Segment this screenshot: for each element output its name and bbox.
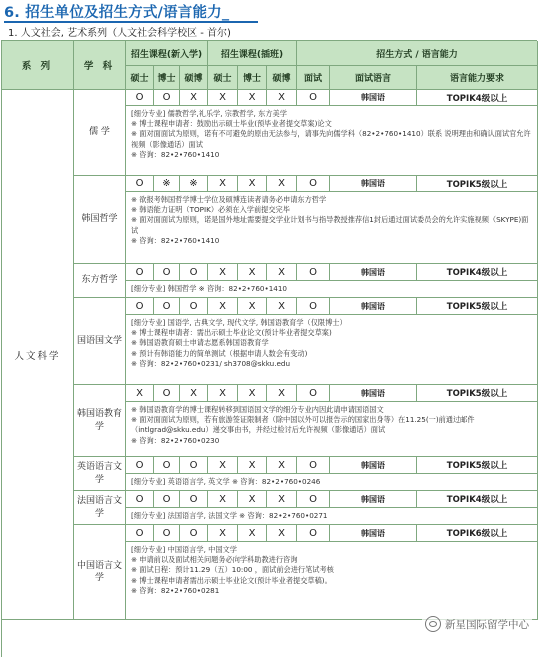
note-line: ※ 咨询：82•2•760•0281 [131,585,220,595]
language-requirement: TOPIK4级以上 [417,264,538,281]
note-line: ※ 面对面面试为原则，诺有不可避免的原由无法参与，请事先向儒学科（82•2•760•1410）联系 说明理由和确认面试官允许视频（影像通话）面试 [131,129,531,149]
header-language-requirement: 语言能力要求 [417,66,538,90]
language-requirement: TOPIK4级以上 [417,491,538,508]
availability-mark: O [126,525,154,542]
availability-mark: X [208,385,238,402]
note-line: ※ 欲报考韩国哲学博士学位及硕博连读者请务必申请东方哲学 [131,195,327,204]
note-line: ※ 预计有韩语能力的简单测试（根据申请人数会有变动) [131,348,308,358]
section-heading: 6. 招生单位及招生方式/语言能力_ [4,4,230,21]
major-name: 英语语言文学 [74,457,126,491]
note-line: [细分专业] 中国语言学, 中国文学 [131,545,237,554]
notes-cell [126,106,538,176]
availability-mark: X [208,525,238,542]
note-line: ※ 韩国语教育学的博士课程转移到国语国文学的细分专业内因此请申请国语国文 [131,405,384,414]
interview-language: 韩国语 [330,385,417,402]
availability-mark: X [208,264,238,281]
notes-cell [126,315,538,385]
availability-mark: O [297,176,330,192]
header-transfer-doctor: 博士 [238,66,267,90]
interview-language: 韩国语 [330,90,417,106]
availability-mark: X [238,491,267,508]
language-requirement: TOPIK5级以上 [417,298,538,315]
note-line: [细分专业] 儒教哲学,礼乐学, 宗教哲学, 东方美学 [131,109,287,118]
notes-cell [126,192,538,264]
availability-mark: O [126,491,154,508]
header-new-admission: 招生课程(新入学) [126,41,208,66]
note-line: ※ 韩国语教育硕士申请志愿系韩国语教育学 [131,338,269,348]
major-name: 儒 学 [74,90,126,176]
availability-mark: X [180,90,208,106]
availability-mark: X [267,525,297,542]
note-line: ※ 博士课程申请者：需出示硕士毕业论文(预计毕业者提交草案) [131,328,332,338]
availability-mark: X [267,457,297,474]
header-method-language: 招生方式 / 语言能力 [297,41,538,66]
availability-mark: O [126,457,154,474]
major-name: 国语国文学 [74,298,126,385]
availability-mark: ※ [180,176,208,192]
availability-mark: X [208,298,238,315]
availability-mark: X [208,491,238,508]
note-line: [细分专业] 英语语言学, 英文学 ※ 咨询：82•2•760•0246 [131,476,321,486]
availability-mark: O [297,385,330,402]
header-transfer-master: 硕士 [208,66,238,90]
availability-mark: X [238,264,267,281]
availability-mark: O [180,457,208,474]
language-requirement: TOPIK5级以上 [417,176,538,192]
header-interview-language: 面试语言 [330,66,417,90]
availability-mark: X [267,176,297,192]
availability-mark: X [267,90,297,106]
header-new-doctor: 博士 [154,66,180,90]
note-line: ※ 博士课程申请者需出示硕士毕业论文(预计毕业者提交草稿)。 [131,575,332,585]
watermark [422,615,532,633]
availability-mark: X [208,90,238,106]
note-line: ※ 申请前以及面试相关问题务必向学科助教进行咨询 [131,555,298,565]
notes-cell [126,281,538,298]
note-line: [细分专业] 法国语言学, 法国文学 ※ 咨询：82•2•760•0271 [131,510,328,520]
availability-mark: O [180,298,208,315]
availability-mark: O [297,525,330,542]
department-cell: 人文科学 [2,90,74,620]
note-line: ※ 咨询：82•2•760•0231/ sh3708@skku.edu [131,358,291,368]
interview-language: 韩国语 [330,457,417,474]
availability-mark: O [154,385,180,402]
availability-mark: X [267,491,297,508]
interview-language: 韩国语 [330,525,417,542]
heading-underline [4,21,258,23]
availability-mark: O [154,457,180,474]
availability-mark: O [297,298,330,315]
availability-mark: X [267,298,297,315]
major-name: 法国语言文学 [74,491,126,525]
header-major: 学 科 [74,41,126,90]
availability-mark: X [238,525,267,542]
major-name: 韩国语教育学 [74,385,126,457]
note-line: [细分专业] 韩国哲学 ※ 咨询：82•2•760•1410 [131,283,287,293]
availability-mark: X [208,176,238,192]
note-line: ※ 博士课程申请者：鼓励出示硕士毕业(预毕业者提交草案)论文 [131,119,332,129]
availability-mark: X [238,385,267,402]
major-name: 中国语言文学 [74,525,126,620]
note-line: ※ 面试日程：预计11.29（五）10:00 ，面试前会进行笔试考核 [131,565,334,575]
interview-language: 韩国语 [330,298,417,315]
interview-language: 韩国语 [330,491,417,508]
note-line: ※ 咨询：82•2•760•1410 [131,149,220,159]
notes-cell [126,474,538,491]
notes-cell [126,402,538,457]
availability-mark: O [126,264,154,281]
availability-mark: O [126,298,154,315]
availability-mark: ※ [154,176,180,192]
note-line: ※ 咨询：82•2•760•1410 [131,235,220,245]
availability-mark: X [238,90,267,106]
major-name: 韩国哲学 [74,176,126,264]
interview-language: 韩国语 [330,176,417,192]
availability-mark: X [126,385,154,402]
major-name: 东方哲学 [74,264,126,298]
availability-mark: O [154,298,180,315]
watermark-text: 新星国际留学中心 [445,618,529,631]
availability-mark: X [238,176,267,192]
language-requirement: TOPIK5级以上 [417,385,538,402]
header-new-combined: 硕博 [180,66,208,90]
language-requirement: TOPIK4级以上 [417,90,538,106]
availability-mark: X [238,298,267,315]
wechat-icon [425,616,441,632]
language-requirement: TOPIK5级以上 [417,457,538,474]
note-line: ※ 咨询：82•2•760•0230 [131,435,220,445]
availability-mark: O [154,525,180,542]
availability-mark: X [180,385,208,402]
header-transfer-combined: 硕博 [267,66,297,90]
language-requirement: TOPIK6级以上 [417,525,538,542]
availability-mark: X [267,264,297,281]
availability-mark: O [180,264,208,281]
note-line: ※ 韩语能力证明（TOPIK）必须在入学前提交完毕 [131,205,290,215]
notes-cell [126,542,538,620]
availability-mark: O [126,176,154,192]
availability-mark: X [208,457,238,474]
interview-language: 韩国语 [330,264,417,281]
availability-mark: O [154,491,180,508]
availability-mark: X [238,457,267,474]
availability-mark: X [267,385,297,402]
availability-mark: O [180,525,208,542]
availability-mark: O [126,90,154,106]
availability-mark: O [154,264,180,281]
admission-table [1,40,537,657]
availability-mark: O [297,264,330,281]
availability-mark: O [297,90,330,106]
availability-mark: O [297,491,330,508]
availability-mark: O [180,491,208,508]
note-line: ※ 面对面面试为原则，诺是国外地址需要提交学业计划书与指导教授推荐信1封后通过面试委员会的允许实施视频（SKYPE)面试 [131,215,529,235]
section-subheading: 1. 人文社会, 艺术系列（人文社会科学校区 - 首尔) [8,28,231,39]
header-dept: 系 列 [2,41,74,90]
header-interview: 面试 [297,66,330,90]
header-new-master: 硕士 [126,66,154,90]
notes-cell [126,508,538,525]
note-line: [细分专业] 国语学, 古典文学, 现代文学, 韩国语教育学（仅限博士） [131,318,347,327]
note-line: ※ 面对面面试为原则，若有旅游签证限制者（除中国以外可以报告示的国家出身等）在11.25(一)前通过邮件（intlgrad@skku.edu）递交事由书，并经过检讨后允许视频（影像通话）面试 [131,415,475,435]
availability-mark: O [154,90,180,106]
header-transfer-admission: 招生课程(插班) [208,41,297,66]
availability-mark: O [297,457,330,474]
